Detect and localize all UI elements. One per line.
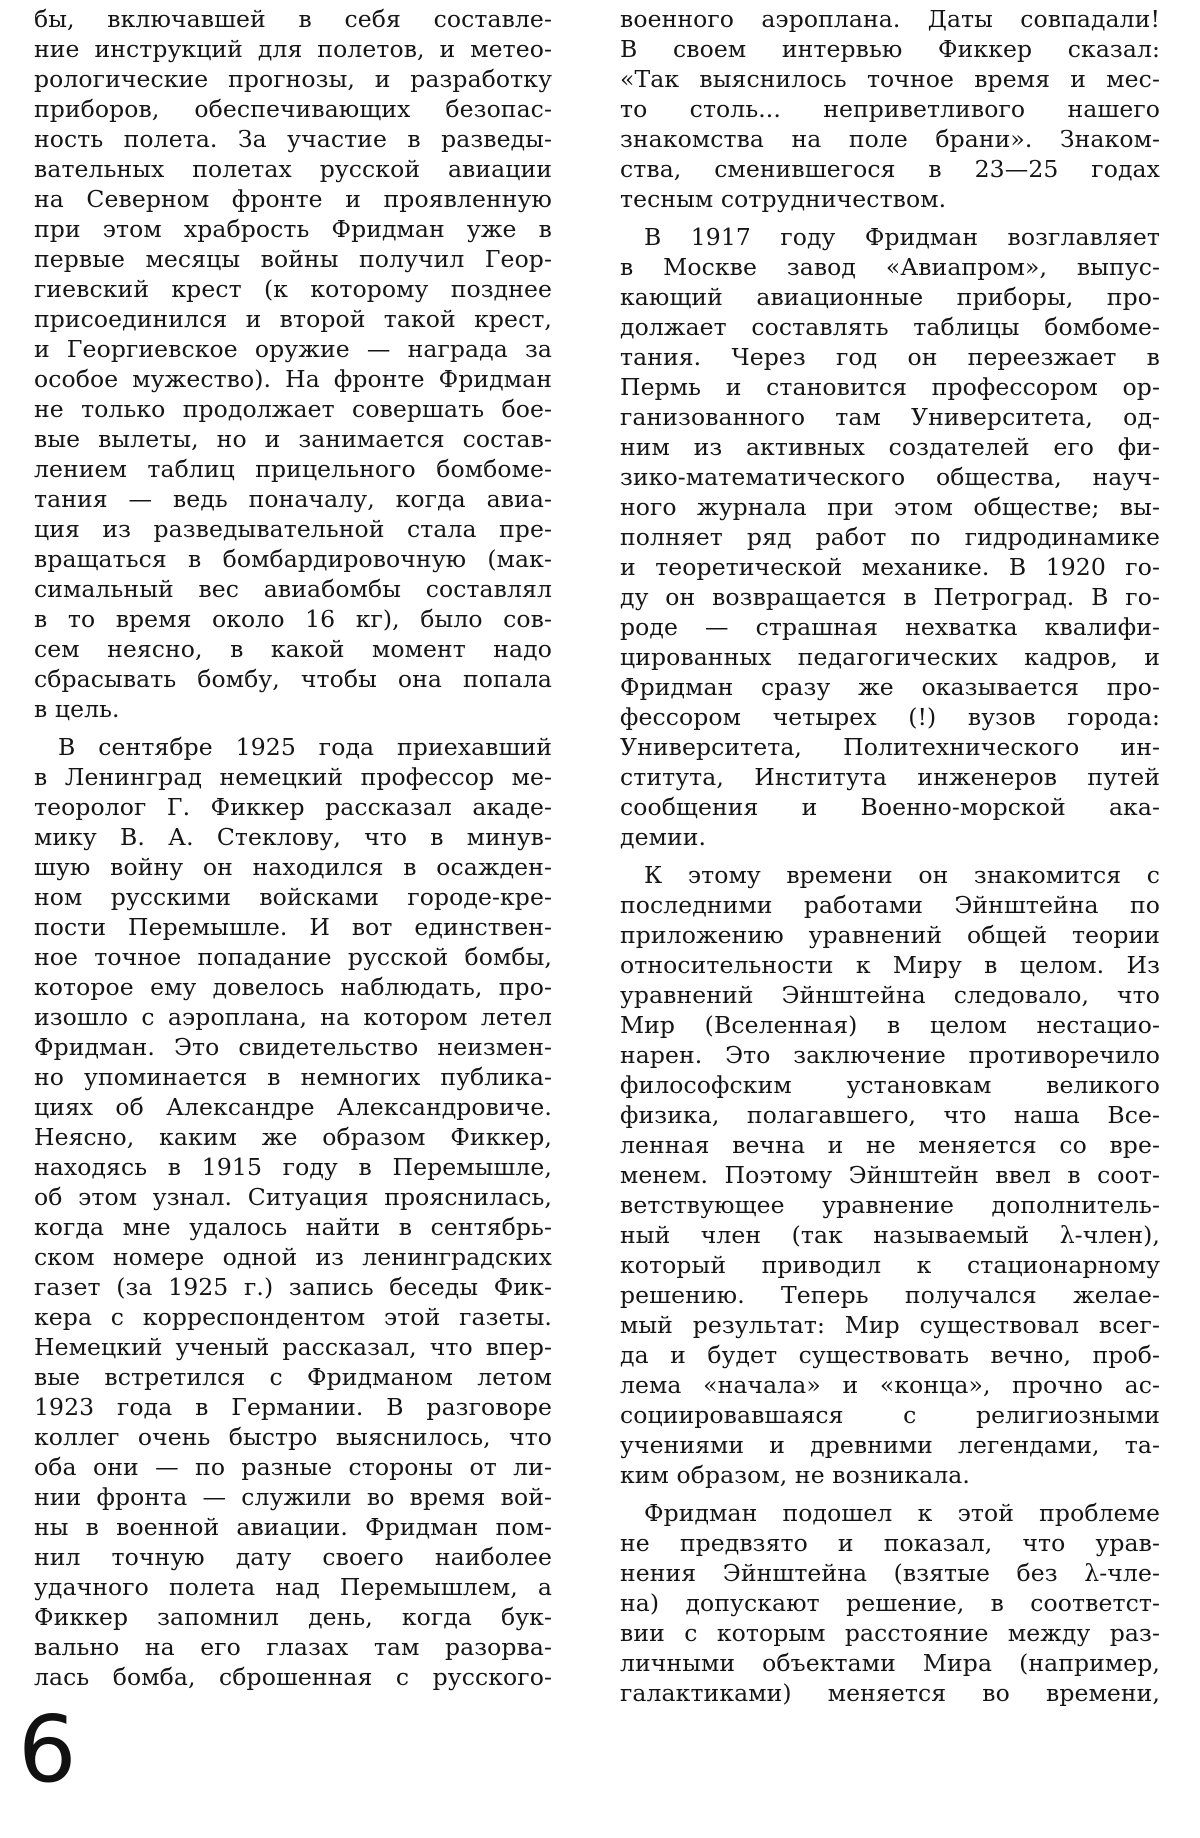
text-line: теоролог Г. Фиккер рассказал акаде- — [34, 793, 552, 821]
text-line: уравнений Эйнштейна следовало, что — [620, 981, 1160, 1009]
text-line: находясь в 1915 году в Перемышле, — [34, 1153, 552, 1181]
paragraph — [620, 1498, 1160, 1708]
text-line: лась бомба, сброшенная с русского- — [34, 1663, 552, 1691]
paragraph — [620, 4, 1160, 214]
paragraph — [620, 222, 1160, 852]
text-line: знакомства на поле брани». Знаком- — [620, 125, 1160, 153]
text-column-left — [34, 4, 552, 1700]
text-line: то столь... неприветливого нашего — [620, 95, 1160, 123]
text-line: вательных полетах русской авиации — [34, 155, 552, 183]
text-line: Фридман сразу же оказывается про- — [620, 673, 1160, 701]
text-line: решению. Теперь получался желае- — [620, 1281, 1160, 1309]
text-line: Мир (Вселенная) в целом нестацио- — [620, 1011, 1160, 1039]
text-line: тесным сотрудничеством. — [620, 185, 947, 213]
text-line: и Георгиевское оружие — награда за — [34, 335, 552, 363]
text-line: 1923 года в Германии. В разговоре — [34, 1393, 552, 1421]
text-line: ное точное попадание русской бомбы, — [34, 943, 552, 971]
text-line: который приводил к стационарному — [620, 1251, 1160, 1279]
text-line: приложению уравнений общей теории — [620, 921, 1160, 949]
text-line: пости Перемышле. И вот единствен- — [34, 913, 552, 941]
text-line: ганизованного там Университета, од- — [620, 403, 1160, 431]
text-line: но упоминается в немногих публика- — [34, 1063, 552, 1091]
text-line: галактиками) меняется во времени, — [620, 1679, 1160, 1707]
text-line: ства, сменившегося в 23—25 годах — [620, 155, 1160, 183]
text-line: личными объектами Мира (например, — [620, 1649, 1160, 1677]
text-line: мику В. А. Стеклову, что в минув- — [34, 823, 552, 851]
text-line: не только продолжает совершать бое- — [34, 395, 552, 423]
paragraph — [620, 860, 1160, 1490]
text-column-right — [620, 4, 1160, 1716]
text-line: философским установкам великого — [620, 1071, 1160, 1099]
text-line: при этом храбрость Фридман уже в — [34, 215, 552, 243]
text-line: удачного полета над Перемышлем, а — [34, 1573, 552, 1601]
text-line: симальный вес авиабомбы составлял — [34, 575, 552, 603]
text-line: ция из разведывательной стала пре- — [34, 515, 552, 543]
text-line: цированных педагогических кадров, и — [620, 643, 1160, 671]
text-line: ду он возвращается в Петроград. В го- — [620, 583, 1160, 611]
text-line: ним из активных создателей его фи- — [620, 433, 1160, 461]
text-line: газет (за 1925 г.) запись беседы Фик- — [34, 1273, 552, 1301]
text-line: учениями и древними легендами, та- — [620, 1431, 1160, 1459]
text-line: вые встретился с Фридманом летом — [34, 1363, 552, 1391]
text-line: полняет ряд работ по гидродинамике — [620, 523, 1160, 551]
text-line: оба они — по разные стороны от ли- — [34, 1453, 552, 1481]
text-line: ный член (так называемый λ-член), — [620, 1221, 1160, 1249]
text-line: вально на его глазах там разорва- — [34, 1633, 552, 1661]
text-line: первые месяцы войны получил Геор- — [34, 245, 552, 273]
text-line: Фридман подошел к этой проблеме — [644, 1499, 1160, 1527]
text-line: Фиккер запомнил день, когда бук- — [34, 1603, 552, 1631]
text-line: мый результат: Мир существовал всег- — [620, 1311, 1160, 1339]
text-line: вии с которым расстояние между раз- — [620, 1619, 1160, 1647]
text-line: ким образом, не возникала. — [620, 1461, 970, 1489]
text-line: кера с корреспондентом этой газеты. — [34, 1303, 552, 1331]
text-line: Немецкий ученый рассказал, что впер- — [34, 1333, 552, 1361]
text-line: В 1917 году Фридман возглавляет — [644, 223, 1160, 251]
text-line: нения Эйнштейна (взятые без λ-чле- — [620, 1559, 1160, 1587]
text-line: сообщения и Военно-морской ака- — [620, 793, 1160, 821]
text-line: социировавшаяся с религиозными — [620, 1401, 1160, 1429]
text-line: лением таблиц прицельного бомбоме- — [34, 455, 552, 483]
text-line: нарен. Это заключение противоречило — [620, 1041, 1160, 1069]
text-line: фессором четырех (!) вузов города: — [620, 703, 1160, 731]
text-line: роде — страшная нехватка квалифи- — [620, 613, 1160, 641]
text-line: нил точную дату своего наиболее — [34, 1543, 552, 1571]
text-line: ность полета. За участие в разведы- — [34, 125, 552, 153]
text-line: не предвзято и показал, что урав- — [620, 1529, 1160, 1557]
page-number: 6 — [18, 1696, 77, 1803]
text-line: когда мне удалось найти в сентябрь- — [34, 1213, 552, 1241]
text-line: Университета, Политехнического ин- — [620, 733, 1160, 761]
text-line: относительности к Миру в целом. Из — [620, 951, 1160, 979]
text-line: В своем интервью Фиккер сказал: — [620, 35, 1160, 63]
text-line: на) допускают решение, в соответст- — [620, 1589, 1160, 1617]
text-line: Пермь и становится профессором ор- — [620, 373, 1160, 401]
text-line: ститута, Института инженеров путей — [620, 763, 1160, 791]
text-line: физика, полагавшего, что наша Все- — [620, 1101, 1160, 1129]
text-line: тания — ведь поначалу, когда авиа- — [34, 485, 552, 513]
text-line: гиевский крест (к которому позднее — [34, 275, 552, 303]
text-line: в цель. — [34, 695, 120, 723]
text-line: и теоретической механике. В 1920 го- — [620, 553, 1160, 581]
text-line: демии. — [620, 823, 707, 851]
text-line: ного журнала при этом обществе; вы- — [620, 493, 1160, 521]
text-line: В сентябре 1925 года приехавший — [58, 733, 552, 761]
text-line: изошло с аэроплана, на котором летел — [34, 1003, 552, 1031]
text-line: К этому времени он знакомится с — [644, 861, 1160, 889]
text-line: лема «начала» и «конца», прочно ас- — [620, 1371, 1160, 1399]
text-line: на Северном фронте и проявленную — [34, 185, 552, 213]
text-line: Фридман. Это свидетельство неизмен- — [34, 1033, 552, 1061]
text-line: коллег очень быстро выяснилось, что — [34, 1423, 552, 1451]
text-line: бы, включавшей в себя составле- — [34, 5, 552, 33]
text-line: вращаться в бомбардировочную (мак- — [34, 545, 552, 573]
text-line: об этом узнал. Ситуация прояснилась, — [34, 1183, 552, 1211]
text-line: рологические прогнозы, и разработку — [34, 65, 552, 93]
text-line: в Ленинград немецкий профессор ме- — [34, 763, 552, 791]
text-line: менем. Поэтому Эйнштейн ввел в соот- — [620, 1161, 1160, 1189]
text-line: циях об Александре Александровиче. — [34, 1093, 552, 1121]
text-line: зико-математического общества, науч- — [620, 463, 1160, 491]
text-line: сем неясно, в какой момент надо — [34, 635, 552, 663]
text-line: сбрасывать бомбу, чтобы она попала — [34, 665, 552, 693]
text-line: которое ему довелось наблюдать, про- — [34, 973, 552, 1001]
text-line: приборов, обеспечивающих безопас- — [34, 95, 552, 123]
text-line: ленная вечна и не меняется со вре- — [620, 1131, 1160, 1159]
text-line: «Так выяснилось точное время и мес- — [620, 65, 1160, 93]
text-line: Неясно, каким же образом Фиккер, — [34, 1123, 552, 1151]
text-line: ском номере одной из ленинградских — [34, 1243, 552, 1271]
paragraph — [34, 732, 552, 1692]
text-line: шую войну он находился в осажден- — [34, 853, 552, 881]
text-line: да и будет существовать вечно, проб- — [620, 1341, 1160, 1369]
text-line: последними работами Эйнштейна по — [620, 891, 1160, 919]
text-line: должает составлять таблицы бомбоме- — [620, 313, 1160, 341]
text-line: особое мужество). На фронте Фридман — [34, 365, 552, 393]
text-line: кающий авиационные приборы, про- — [620, 283, 1160, 311]
text-line: в Москве завод «Авиапром», выпус- — [620, 253, 1160, 281]
text-line: присоединился и второй такой крест, — [34, 305, 552, 333]
text-line: тания. Через год он переезжает в — [620, 343, 1160, 371]
text-line: ветствующее уравнение дополнитель- — [620, 1191, 1160, 1219]
paragraph — [34, 4, 552, 724]
text-line: ном русскими войсками городе-кре- — [34, 883, 552, 911]
text-line: ние инструкций для полетов, и метео- — [34, 35, 552, 63]
text-line: ны в военной авиации. Фридман пом- — [34, 1513, 552, 1541]
text-line: нии фронта — служили во время вой- — [34, 1483, 552, 1511]
text-line: в то время около 16 кг), было сов- — [34, 605, 552, 633]
text-line: военного аэроплана. Даты совпадали! — [620, 5, 1160, 33]
text-line: вые вылеты, но и занимается состав- — [34, 425, 552, 453]
